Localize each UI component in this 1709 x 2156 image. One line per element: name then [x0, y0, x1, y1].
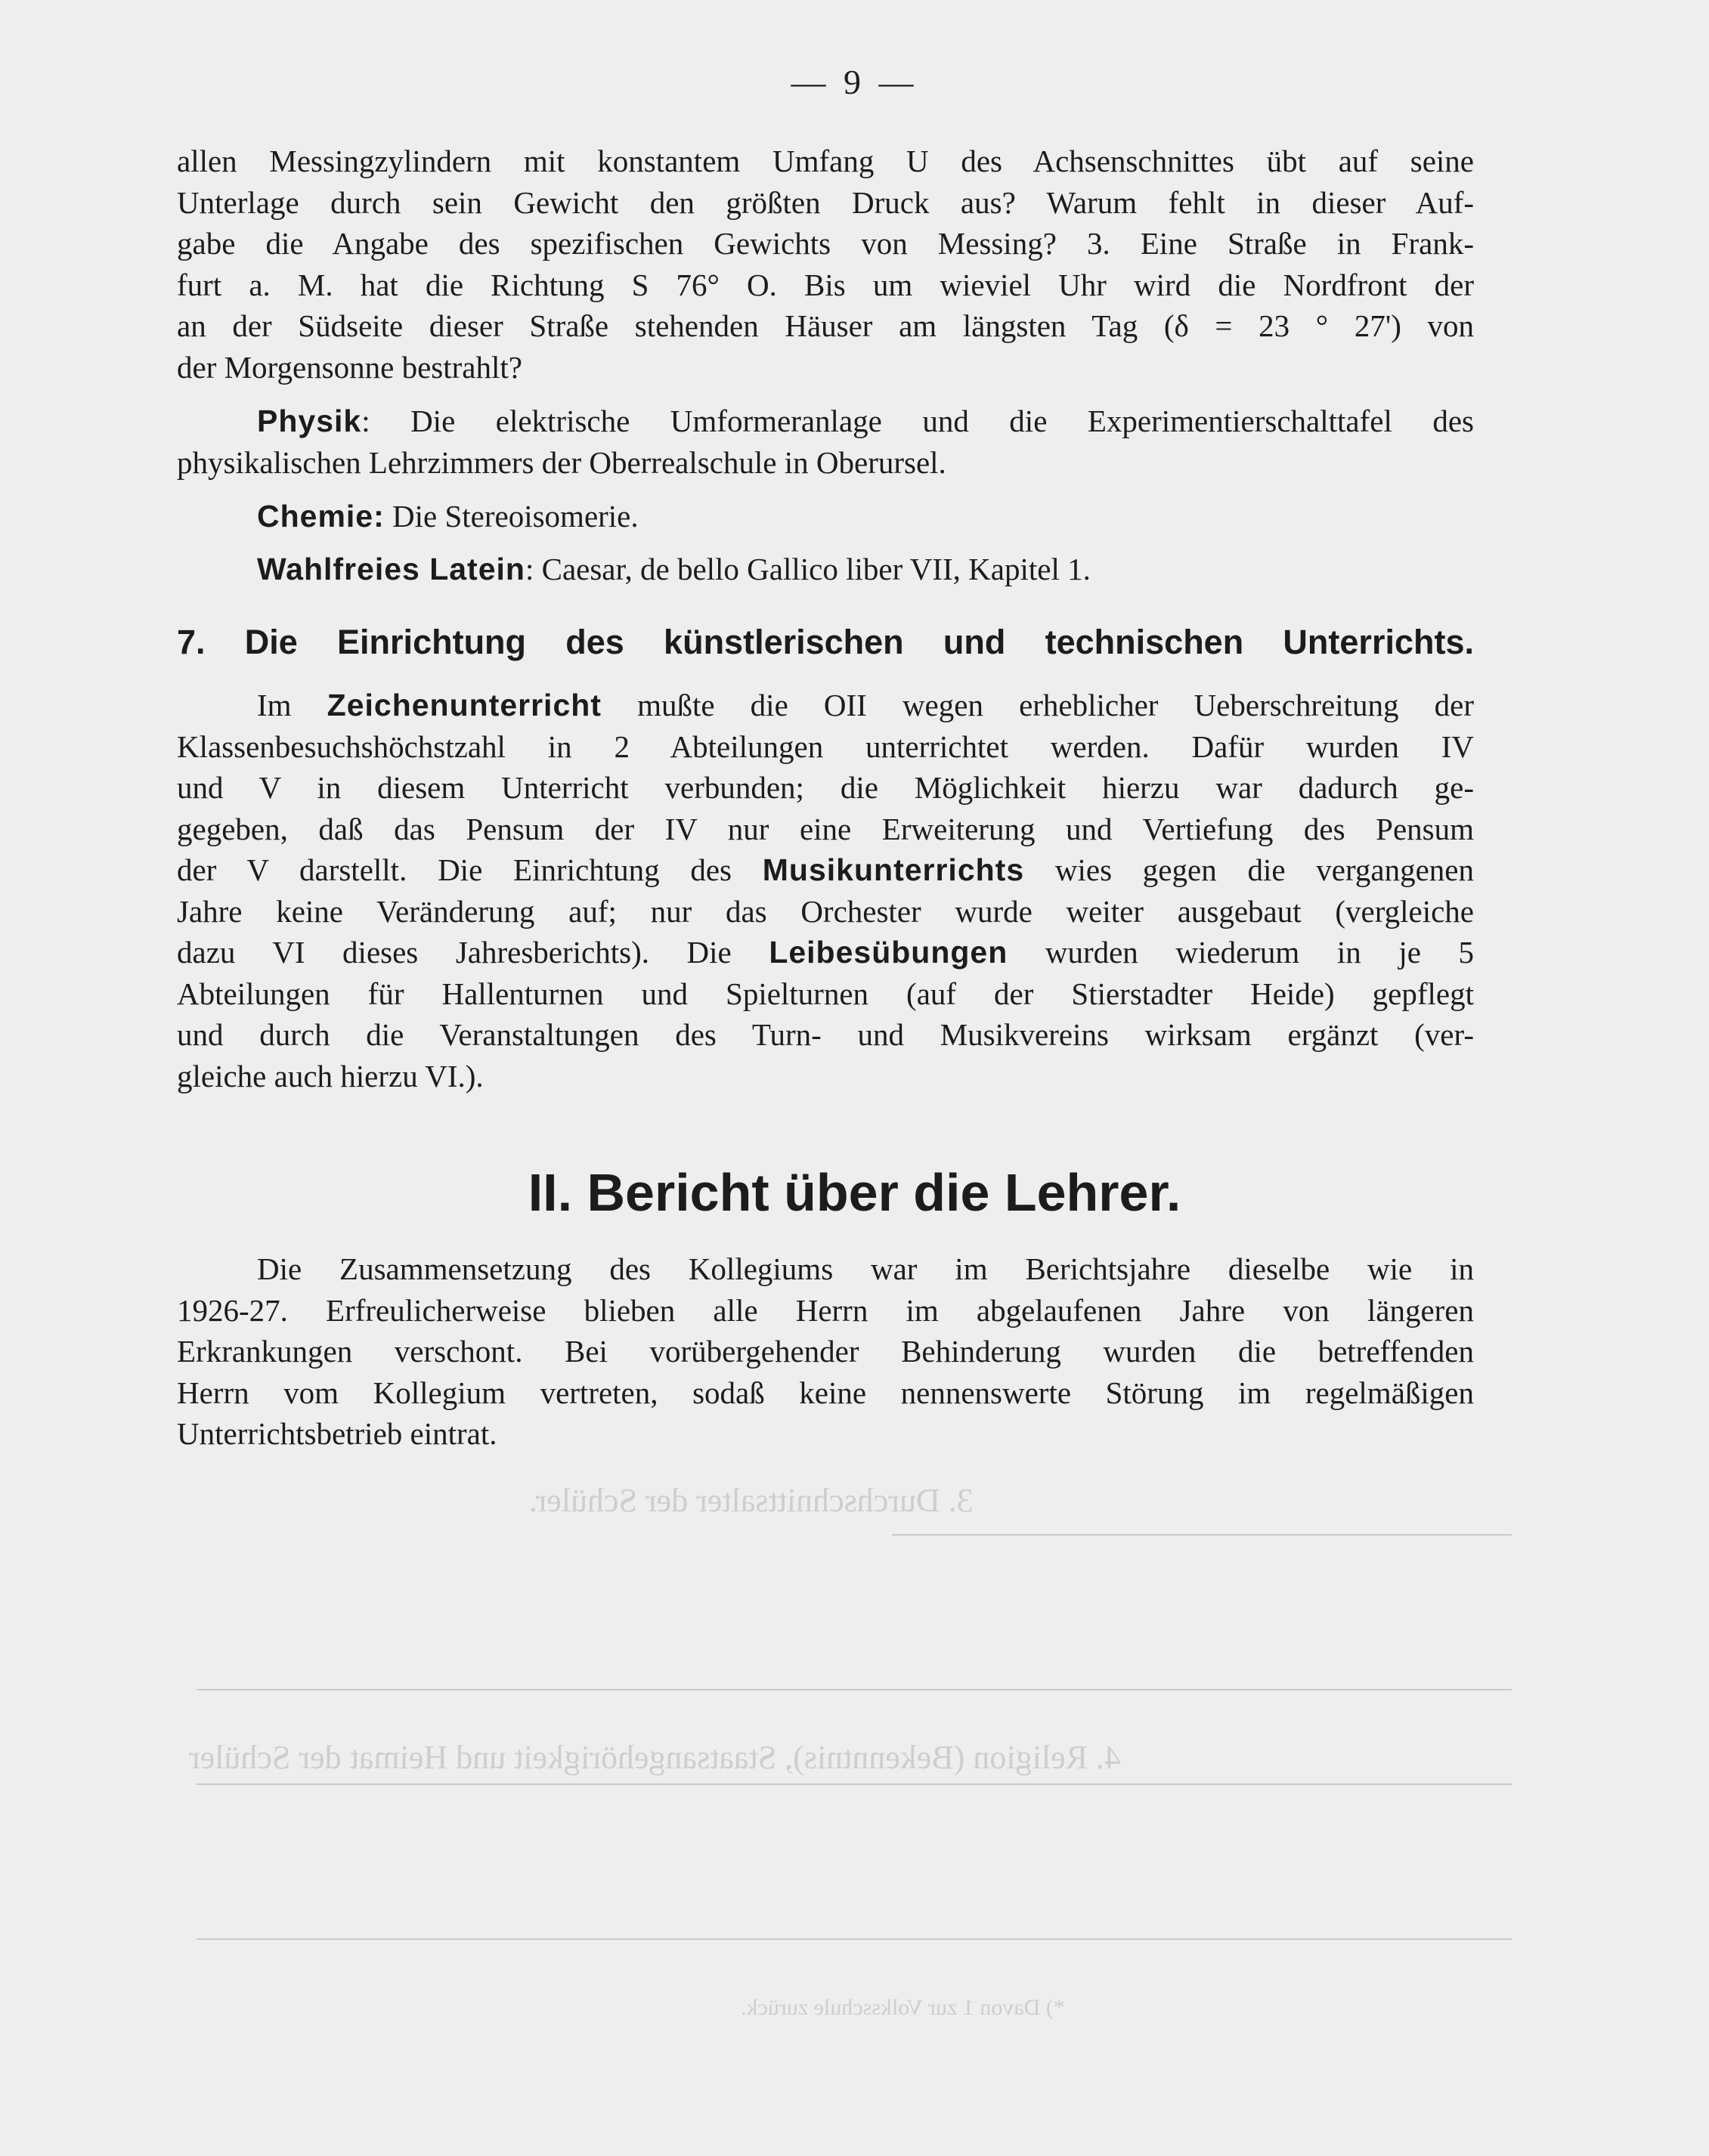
- text-line: gabe die Angabe des spezifischen Gewichts von Messing? 3. Eine Straße in Frank-: [177, 226, 1474, 261]
- section-II-paragraph: [177, 1248, 1474, 1455]
- bleed-through-text: 4. Religion (Bekenntnis), Staatsangehörigkeit und Heimat der Schüler: [189, 1739, 1121, 1776]
- bleed-through-text: 3. Durchschnittsalter der Schüler.: [529, 1482, 974, 1519]
- text-line: und durch die Veranstaltungen des Turn- und Musikvereins wirksam ergänzt (ver-: [177, 1017, 1474, 1052]
- text-line: an der Südseite dieser Straße stehenden Häuser am längsten Tag (δ = 23 ° 27') von: [177, 308, 1474, 343]
- intro-paragraph: [177, 141, 1474, 388]
- text-line: gleiche auch hierzu VI.).: [177, 1058, 484, 1093]
- bleed-rule: [197, 1689, 1512, 1690]
- text-line: der Morgensonne bestrahlt?: [177, 349, 522, 385]
- subject-chemie: [177, 496, 1474, 537]
- subject-physik: [177, 401, 1474, 483]
- chemie-text: Die Stereoisomerie.: [384, 499, 639, 534]
- physik-label: Physik: [257, 404, 362, 438]
- physik-text: : Die elektrische Umformeranlage und die Experimentierschalttafel des: [361, 404, 1474, 438]
- latein-label: Wahlfreies Latein: [257, 552, 525, 586]
- leibesuebungen-term: Leibesübungen: [769, 935, 1008, 970]
- musikunterricht-term: Musikunterrichts: [762, 852, 1025, 887]
- text-line: Unterlage durch sein Gewicht den größten Druck aus? Warum fehlt in dieser Auf-: [177, 184, 1474, 220]
- section-7-paragraph: [177, 685, 1474, 1097]
- text-line: Abteilungen für Hallenturnen und Spielturnen (auf der Stierstadter Heide) gepflegt: [177, 976, 1474, 1011]
- physik-text-2: physikalischen Lehrzimmers der Oberrealschule in Oberursel.: [177, 444, 946, 480]
- text-line: 1926-27. Erfreulicherweise blieben alle Herrn im abgelaufenen Jahre von längeren: [177, 1292, 1474, 1328]
- text-line: Herrn vom Kollegium vertreten, sodaß keine nennenswerte Störung im regelmäßigen: [177, 1375, 1474, 1410]
- bleed-through-text: *) Davon 1 zur Volksschule zurück.: [741, 1995, 1065, 2020]
- text-line: furt a. M. hat die Richtung S 76° O. Bis um wieviel Uhr wird die Nordfront der: [177, 267, 1474, 302]
- text-run: mußte die OII wegen erheblicher Ueberschreitung der: [601, 688, 1474, 722]
- text-line: Unterrichtsbetrieb eintrat.: [177, 1416, 497, 1451]
- text-run: wurden wiederum in je 5: [1008, 935, 1474, 970]
- chemie-label: Chemie:: [257, 499, 385, 534]
- section-II-heading: II. Bericht über die Lehrer.: [528, 1163, 1181, 1222]
- text-line: Klassenbesuchshöchstzahl in 2 Abteilungen unterrichtet werden. Dafür wurden IV: [177, 728, 1474, 764]
- bleed-rule: [197, 1938, 1512, 1940]
- section-7-heading: 7. Die Einrichtung des künstlerischen und technischen Unterrichts.: [177, 623, 1474, 661]
- text-line: Die Zusammensetzung des Kollegiums war im Berichtsjahre dieselbe wie in: [257, 1251, 1474, 1286]
- latein-text: : Caesar, de bello Gallico liber VII, Kapitel 1.: [525, 552, 1091, 586]
- text-line: und V in diesem Unterricht verbunden; die Möglichkeit hierzu war dadurch ge-: [177, 770, 1474, 805]
- text-run: dazu VI dieses Jahresberichts). Die: [177, 935, 769, 970]
- bleed-rule: [892, 1534, 1512, 1536]
- text-run: wies gegen die vergangenen: [1024, 852, 1475, 887]
- page-number: — 9 —: [791, 63, 918, 101]
- subject-latein: [177, 549, 1474, 590]
- text-line: allen Messingzylindern mit konstantem Umfang U des Achsenschnittes übt auf seine: [177, 144, 1474, 178]
- bleed-rule: [197, 1783, 1512, 1785]
- text-run: Im: [257, 688, 327, 722]
- text-line: Jahre keine Veränderung auf; nur das Orchester wurde weiter ausgebaut (vergleiche: [177, 893, 1474, 929]
- text-line: gegeben, daß das Pensum der IV nur eine Erweiterung und Vertiefung des Pensum: [177, 811, 1474, 846]
- text-run: der V darstellt. Die Einrichtung des: [177, 852, 763, 887]
- zeichenunterricht-term: Zeichenunterricht: [327, 688, 602, 722]
- text-line: Erkrankungen verschont. Bei vorübergehender Behinderung wurden die betreffenden: [177, 1334, 1474, 1369]
